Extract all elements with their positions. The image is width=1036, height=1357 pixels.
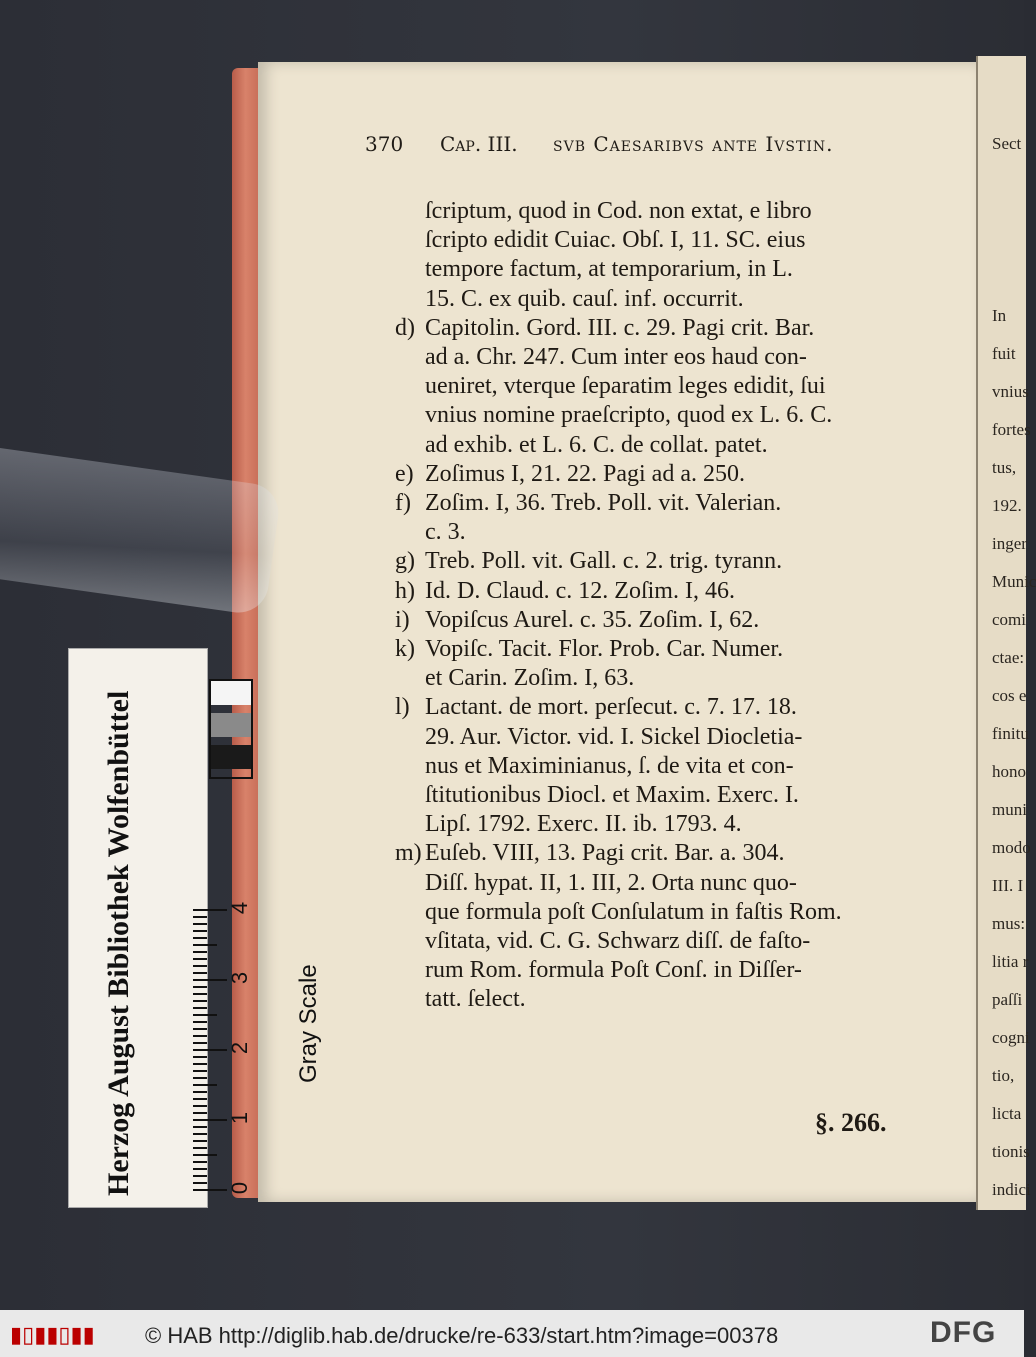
line-text: Vopiſc. Tacit. Flor. Prob. Car. Numer. — [425, 636, 784, 662]
ruler-tick — [193, 1161, 207, 1163]
ruler-tick — [193, 1154, 217, 1156]
line-text: Lipſ. 1792. Exerc. II. ib. 1793. 4. — [425, 811, 742, 838]
ruler-tick — [193, 951, 207, 953]
ruler-tick — [193, 979, 227, 981]
line-text: vſitata, vid. C. G. Schwarz diſſ. de faſto- — [425, 928, 811, 954]
line-text: et Carin. Zoſim. I, 63. — [425, 665, 635, 692]
gray-scale-card — [68, 648, 322, 1208]
line-text: Treb. Poll. vit. Gall. c. 2. trig. tyrann. — [425, 548, 783, 575]
ruler-tick — [193, 1007, 207, 1009]
ruler-tick — [193, 1000, 207, 1002]
gray-patch — [211, 745, 251, 769]
ruler-number: 4 — [227, 901, 253, 915]
line-text: tempore factum, at temporarium, in L. — [425, 256, 793, 283]
ruler-number: 2 — [227, 1041, 253, 1055]
facing-page-fragment: comi — [992, 610, 1026, 629]
ruler-tick — [193, 1042, 207, 1044]
ruler-tick — [193, 1049, 227, 1051]
ruler-tick — [193, 1056, 207, 1058]
line-text: Id. D. Claud. c. 12. Zoſim. I, 46. — [425, 577, 735, 604]
ruler-tick — [193, 1098, 207, 1100]
facing-page-fragment: fuit — [992, 344, 1016, 363]
note-marker: m) — [395, 840, 422, 867]
line-text: 15. C. ex quib. cauſ. inf. occurrit. — [425, 285, 744, 312]
facing-page-fragment: fortes — [992, 420, 1031, 439]
facing-page-fragment: ctae: — [992, 648, 1025, 667]
ruler-tick — [193, 923, 207, 925]
facing-page-fragment: III. I — [992, 876, 1024, 895]
line-text: ſtitutionibus Diocl. et Maxim. Exerc. I. — [425, 782, 799, 808]
ruler-tick — [193, 1035, 207, 1037]
chapter-label: Cap. III. — [440, 132, 518, 156]
line-text: ſcripto edidit Cuiac. Obſ. I, 11. SC. eius — [425, 227, 806, 254]
line-text: ad exhib. et L. 6. C. de collat. patet. — [425, 431, 768, 458]
ruler-tick — [193, 1182, 207, 1184]
facing-page-fragment: litia r — [992, 952, 1029, 971]
line-text: vnius nomine praeſcripto, quod ex L. 6. C. — [425, 402, 833, 429]
ruler-tick — [193, 1140, 207, 1142]
dfg-logo: DFG — [930, 1316, 997, 1349]
note-marker: f) — [395, 490, 411, 516]
line-text: Euſeb. VIII, 13. Pagi crit. Bar. a. 304. — [425, 840, 785, 867]
ruler-tick — [193, 916, 207, 918]
ruler-tick — [193, 1189, 227, 1191]
facing-page-fragment: licta — [992, 1104, 1022, 1123]
page-number: 370 — [365, 132, 404, 156]
facing-page-fragment: modo — [992, 838, 1031, 857]
ruler-tick — [193, 1126, 207, 1128]
line-text: Diſſ. hypat. II, 1. III, 2. Orta nunc quo- — [425, 869, 797, 896]
note-marker: k) — [395, 636, 415, 662]
facing-page-fragment: paſſi — [992, 990, 1023, 1009]
ruler-tick — [193, 1105, 207, 1107]
gray-patch — [211, 713, 251, 737]
gray-patches — [209, 679, 253, 779]
line-text: Capitolin. Gord. III. c. 29. Pagi crit. Bar. — [425, 314, 815, 341]
line-text: 29. Aur. Victor. vid. I. Sickel Diocletia- — [425, 723, 803, 750]
ruler-tick — [193, 937, 207, 939]
line-text: que formula poſt Conſulatum in faſtis Rom. — [425, 898, 842, 925]
ruler-tick — [193, 1070, 207, 1072]
ruler-tick — [193, 958, 207, 960]
catchword: §. 266. — [815, 1108, 887, 1137]
ruler-tick — [193, 1133, 207, 1135]
line-text: nus et Maximinianus, ſ. de vita et con- — [425, 752, 794, 779]
note-marker: l) — [395, 694, 410, 721]
ruler-tick — [193, 1112, 207, 1114]
ruler-tick — [193, 1028, 207, 1030]
line-text: Zoſimus I, 21. 22. Pagi ad a. 250. — [425, 460, 745, 487]
ruler-tick — [193, 972, 207, 974]
note-marker: g) — [395, 548, 415, 575]
ruler-tick — [193, 1147, 207, 1149]
facing-page-fragment: vnius — [992, 382, 1029, 401]
ruler-tick — [193, 1119, 227, 1121]
facing-page-fragment: cos e — [992, 686, 1027, 705]
note-marker: h) — [395, 577, 415, 604]
facing-page-fragment: mus: — [992, 914, 1026, 933]
facing-page-fragment: cogni — [992, 1028, 1030, 1047]
ruler-tick — [193, 986, 207, 988]
gray-patch — [211, 681, 251, 705]
ruler-tick — [193, 909, 227, 911]
facing-page-fragment: hono — [992, 762, 1026, 781]
line-text: Lactant. de mort. perſecut. c. 7. 17. 18. — [425, 694, 797, 721]
copyright-link[interactable]: © HAB http://diglib.hab.de/drucke/re-633/start.htm?image=00378 — [145, 1323, 779, 1348]
facing-page — [976, 56, 1036, 1210]
facing-page-fragment: tionis — [992, 1142, 1030, 1161]
ruler-tick — [193, 944, 217, 946]
ruler-number: 3 — [227, 971, 253, 985]
line-text: ſcriptum, quod in Cod. non extat, e libro — [425, 198, 812, 224]
facing-page-fragment: Munic — [992, 572, 1036, 591]
ruler-tick — [193, 1014, 217, 1016]
ruler-tick — [193, 1091, 207, 1093]
line-text: Zoſim. I, 36. Treb. Poll. vit. Valerian. — [425, 490, 782, 516]
note-marker: i) — [395, 606, 410, 633]
line-text: tatt. ſelect. — [425, 986, 526, 1013]
ruler-tick — [193, 1077, 207, 1079]
ruler-number: 1 — [227, 1111, 253, 1125]
line-text: ueniret, vterque ſeparatim leges edidit, ſui — [425, 373, 826, 400]
line-text: ad a. Chr. 247. Cum inter eos haud con- — [425, 344, 807, 370]
facing-page-fragment: tio, — [992, 1066, 1015, 1085]
facing-page-fragment: In — [992, 306, 1007, 325]
barcode-icon: ▮▯▮▮▯▮▮ — [10, 1322, 95, 1347]
facing-page-fragment: indici — [992, 1180, 1031, 1199]
ruler-tick — [193, 930, 207, 932]
ruler-tick — [193, 1021, 207, 1023]
line-text: rum Rom. formula Poſt Conſ. in Diſſer- — [425, 957, 802, 984]
ruler-tick — [193, 965, 207, 967]
note-marker: e) — [395, 460, 414, 487]
ruler-tick — [193, 1175, 207, 1177]
facing-page-fragment: muni — [992, 800, 1027, 819]
facing-page-fragment: tus, — [992, 458, 1017, 477]
running-title: svb Caesaribvs ante Ivstin. — [553, 132, 834, 156]
ruler-tick — [193, 1063, 207, 1065]
ruler-tick — [193, 1084, 217, 1086]
note-marker: d) — [395, 314, 415, 341]
facing-page-fragment: Sect — [992, 134, 1022, 153]
line-text: Vopiſcus Aurel. c. 35. Zoſim. I, 62. — [425, 606, 760, 633]
line-text: c. 3. — [425, 519, 466, 546]
facing-page-fragment: finitu — [992, 724, 1029, 743]
facing-page-fragment: inger — [992, 534, 1027, 553]
ruler-number: 0 — [227, 1181, 253, 1195]
ruler-tick — [193, 993, 207, 995]
ruler-tick — [193, 1168, 207, 1170]
facing-page-fragment: 192. — [992, 496, 1022, 515]
gray-scale-label: Gray Scale — [295, 964, 322, 1083]
library-name: Herzog August Bibliothek Wolfenbüttel — [102, 690, 135, 1196]
